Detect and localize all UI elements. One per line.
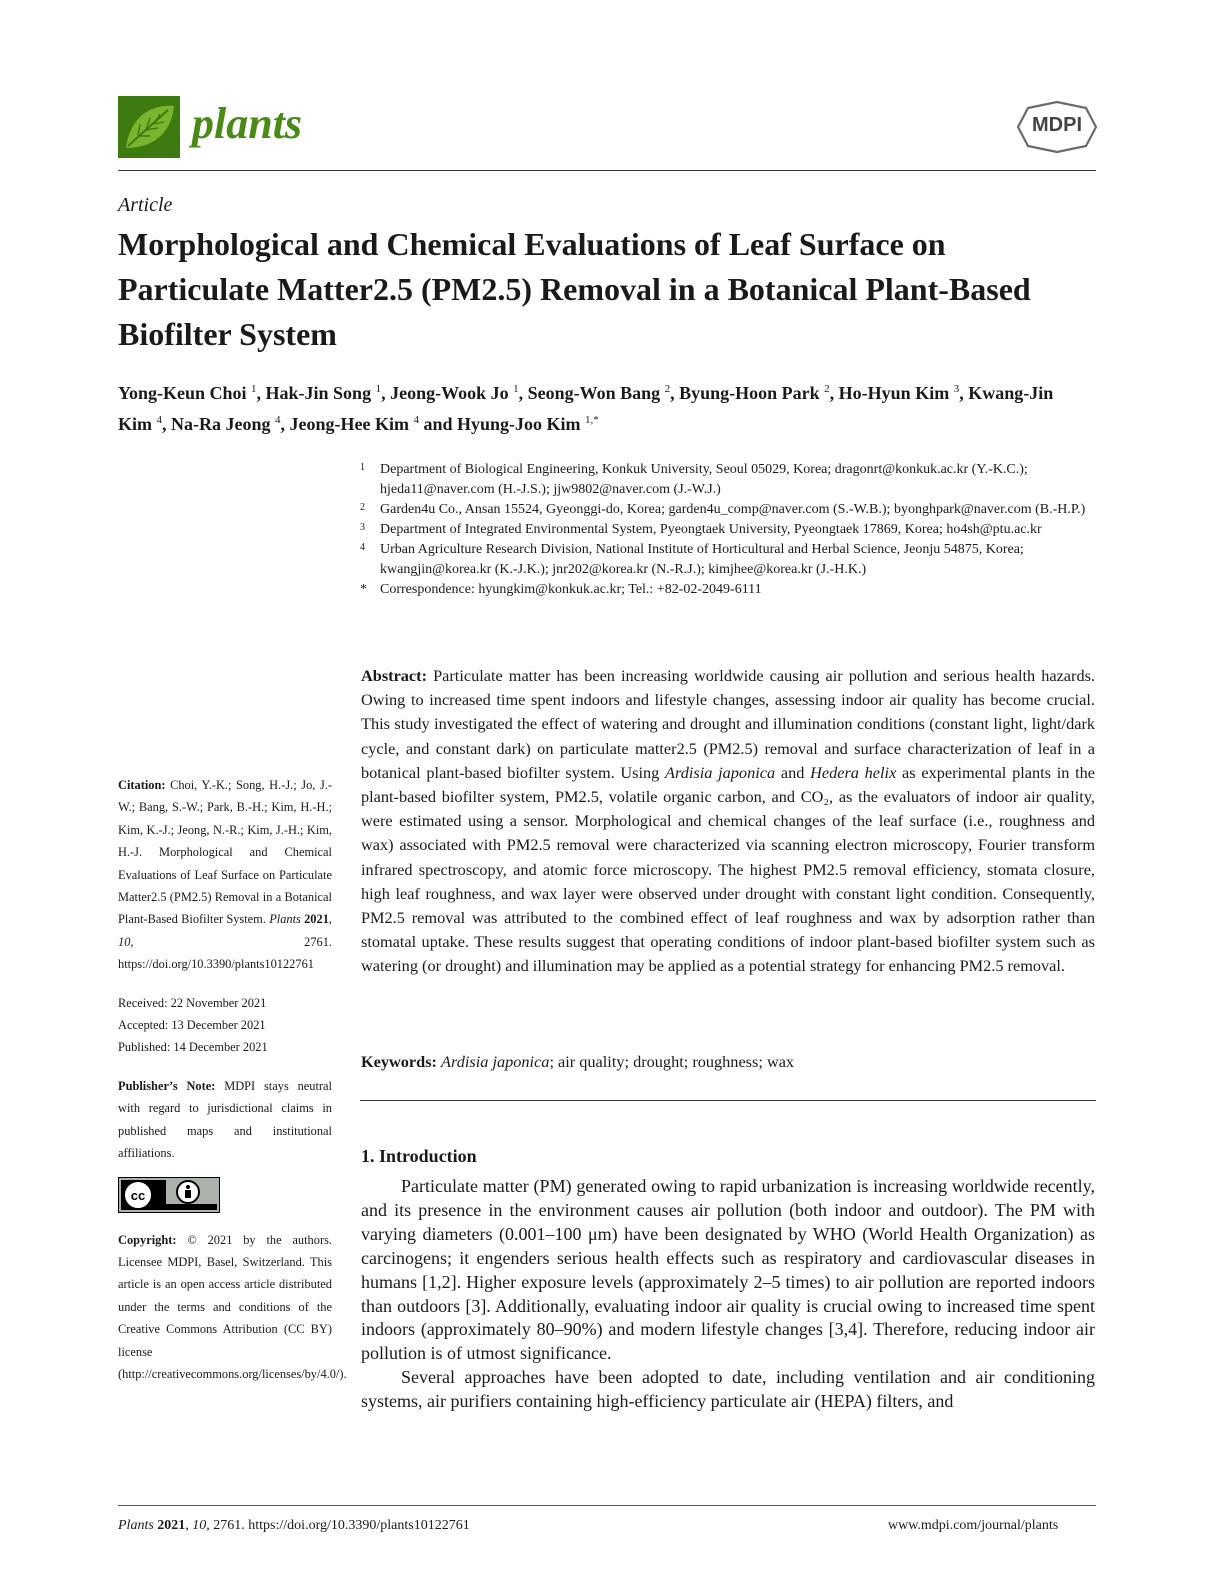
species-hedera: Hedera helix bbox=[810, 762, 897, 782]
author-affiliation-marker: 1 bbox=[513, 383, 519, 395]
publisher-note bbox=[118, 1075, 332, 1165]
copyright-text: © 2021 by the authors. Licensee MDPI, Basel, Switzerland. This article is an open access article distributed under the terms and conditions of the Creative Commons Attribution (CC BY) license (http://creativecommons.org/licenses/by/4.0/). bbox=[118, 1232, 347, 1381]
author-separator: , bbox=[829, 383, 839, 403]
introduction-body bbox=[361, 1175, 1095, 1414]
cc-by-icon bbox=[118, 1177, 220, 1213]
author-affiliation-marker: 2 bbox=[664, 383, 671, 395]
section-rule bbox=[360, 1100, 1096, 1101]
svg-text:cc: cc bbox=[130, 1187, 146, 1203]
affiliation-item bbox=[360, 580, 1100, 600]
affiliation-marker: * bbox=[360, 582, 367, 597]
keyword-first: Ardisia japonica bbox=[441, 1052, 550, 1071]
author-name: Hak-Jin Song bbox=[265, 383, 372, 403]
author-name: Jeong-Wook Jo bbox=[390, 383, 509, 403]
received-date: Received: 22 November 2021 bbox=[118, 995, 267, 1010]
intro-paragraph-1: Particulate matter (PM) generated owing to rapid urbanization is increasing worldwide recently, and its presence in the environment causes air pollution (both indoor and outdoor). The PM with varying diameters (0.001–100 μm) have been designated by WHO (World Health Organization) as carcinogens; it engenders serious health effects such as respiratory and cardiovascular diseases in humans [1,2]. Higher exposure levels (approximately 2–5 times) to air pollution are reported indoors than outdoors [3]. Additionally, evaluating indoor air quality is crucial owing to increased time spent indoors (approximately 80–90%) and modern lifestyle changes [3,4]. Therefore, reducing indoor air pollution is of utmost significance. bbox=[361, 1176, 1095, 1364]
author-separator: , bbox=[518, 383, 528, 403]
sidebar bbox=[118, 774, 347, 1385]
copyright-label: Copyright: bbox=[118, 1232, 177, 1247]
author-name: Seong-Won Bang bbox=[527, 383, 661, 403]
mdpi-logo-text: MDPI bbox=[1032, 114, 1082, 136]
abstract bbox=[361, 664, 1095, 979]
publisher-note-text: MDPI stays neutral with regard to jurisdictional claims in published maps and institutional affiliations. bbox=[118, 1078, 332, 1161]
citation-block: Citation: Choi, Y.-K.; Song, H.-J.; Jo, J.-W.; Bang, S.-W.; Park, B.-H.; Kim, H.-H.; Kim, K.-J.; Jeong, N.-R.; Kim, J.-H.; Kim, H.-J. Morphological and Chemical Evaluations of Leaf Surface on Particulate Matter2.5 (PM2.5) Removal in a Botanical Plant-Based Biofilter System. Plants 2021, 10, 2761. https://doi.org/10.3390/plants10122761 bbox=[118, 778, 332, 972]
section-heading-introduction: 1. Introduction bbox=[361, 1146, 477, 1166]
accepted-date: Accepted: 13 December 2021 bbox=[118, 1018, 266, 1033]
author-affiliation-marker: 1 bbox=[375, 383, 382, 395]
affiliation-marker: 1 bbox=[360, 462, 365, 473]
footer-year: 2021 bbox=[157, 1518, 186, 1533]
author-separator: , bbox=[256, 383, 266, 403]
author-separator: , bbox=[162, 414, 171, 434]
journal-logo bbox=[118, 96, 180, 158]
author-affiliation-marker: 1,* bbox=[585, 414, 599, 426]
affiliation-marker: 2 bbox=[360, 502, 365, 513]
cc-by-label: BY bbox=[283, 1172, 293, 1180]
footer-volume: 10 bbox=[192, 1518, 207, 1533]
citation-volume: 10 bbox=[118, 934, 131, 949]
citation-doi-link[interactable]: https://doi.org/10.3390/plants10122761 bbox=[118, 957, 314, 972]
affiliations bbox=[360, 460, 1100, 600]
footer-rule bbox=[118, 1505, 1096, 1506]
author-name: Ho-Hyun Kim bbox=[838, 383, 950, 403]
keywords-rest: ; air quality; drought; roughness; wax bbox=[549, 1052, 795, 1071]
journal-name: plants bbox=[192, 99, 303, 148]
affiliation-text: Department of Biological Engineering, Konkuk University, Seoul 05029, Korea; dragonrt@konkuk.ac.kr (Y.-K.C.); hjeda11@naver.com (H.-J.S.); jjw9802@naver.com (J.-W.J.) bbox=[380, 462, 1028, 497]
abstract-text-1: Particulate matter has been increasing worldwide causing air pollution and serious health hazards. Owing to increased time spent indoors and lifestyle changes, assessing indoor air quality has become crucial. This study investigated the effect of watering and drought and illumination conditions (constant light, light/dark cycle, and constant dark) on particulate matter2.5 (PM2.5) removal and surface characterization of leaf in a botanical plant-based biofilter system. Using bbox=[361, 666, 1095, 782]
author-name: Jeong-Hee Kim bbox=[289, 414, 409, 434]
author-name: Yong-Keun Choi bbox=[118, 383, 247, 403]
affiliation-item bbox=[360, 460, 1100, 500]
author-name: Na-Ra Jeong bbox=[171, 414, 271, 434]
cc-by-badge[interactable] bbox=[118, 1172, 293, 1213]
abstract-label: Abstract: bbox=[361, 666, 428, 685]
publisher-note-label: Publisher’s Note: bbox=[118, 1078, 216, 1093]
intro-paragraph-2: Several approaches have been adopted to date, including ventilation and air conditioning systems, air purifiers containing high-efficiency particulate air (HEPA) filters, and bbox=[361, 1367, 1095, 1412]
article-type: Article bbox=[118, 194, 173, 216]
citation-text: Choi, Y.-K.; Song, H.-J.; Jo, J.-W.; Bang, S.-W.; Park, B.-H.; Kim, H.-H.; Kim, K.-J.; Jeong, N.-R.; Kim, J.-H.; Kim, H.-J. Morphological and Chemical Evaluations of Leaf Surface on Particulate Matter2.5 (PM2.5) Removal in a Botanical Plant-Based Biofilter System. bbox=[118, 778, 332, 927]
affiliation-marker: 3 bbox=[360, 522, 365, 533]
author-affiliation-marker: 4 bbox=[413, 414, 419, 426]
author-name: Byung-Hoon Park bbox=[679, 383, 820, 403]
author-separator: , bbox=[381, 383, 391, 403]
leaf-icon bbox=[118, 96, 180, 158]
author-separator: , bbox=[280, 414, 290, 434]
author-affiliation-marker: 4 bbox=[275, 414, 281, 426]
footer-citation: Plants 2021, 10, 2761. https://doi.org/10.3390/plants10122761 bbox=[118, 1518, 470, 1533]
citation-label: Citation: bbox=[118, 778, 166, 792]
citation-journal: Plants bbox=[269, 912, 301, 927]
author-separator: , bbox=[959, 383, 969, 403]
keywords bbox=[361, 1050, 1095, 1074]
header-rule bbox=[118, 170, 1096, 171]
author-affiliation-marker: 2 bbox=[824, 383, 830, 395]
article-title: Morphological and Chemical Evaluations of Leaf Surface on Particulate Matter2.5 (PM2.5) Removal in a Botanical Plant-Based Biofilter System bbox=[118, 226, 1031, 352]
author-name: Kwang-Jin Kim bbox=[118, 383, 1054, 434]
author-affiliation-marker: 1 bbox=[251, 383, 257, 395]
author-affiliation-marker: 3 bbox=[953, 383, 960, 395]
author-separator: and bbox=[418, 414, 458, 434]
keywords-label: Keywords: bbox=[361, 1052, 437, 1071]
author-list bbox=[118, 376, 1098, 438]
copyright-block bbox=[118, 1229, 347, 1386]
affiliation-text: Department of Integrated Environmental System, Pyeongtaek University, Pyeongtaek 17869, Korea; ho4sh@ptu.ac.kr bbox=[380, 522, 1042, 537]
author-separator: , bbox=[670, 383, 680, 403]
abstract-text-2: as experimental plants in the plant-based biofilter system, PM2.5, volatile organic carbon, and CO₂, as the evaluators of indoor air quality, were estimated using a sensor. Morphological and chemical changes of the leaf surface (i.e., roughness and wax) associated with PM2.5 removal were characterized via scanning electron microscopy, Fourier transform infrared spectroscopy, and atomic force microscopy. The highest PM2.5 removal efficiency, stomata closure, high leaf roughness, and wax layer were observed under drought with constant light condition. Consequently, PM2.5 removal was attributed to the combined effect of leaf roughness and wax by adsorption rather than stomatal uptake. These results suggest that operating conditions of indoor plant-based biofilter system such as watering (or drought) and illumination may be applied as a potential strategy for enhancing PM2.5 removal. bbox=[361, 762, 1095, 976]
published-date: Published: 14 December 2021 bbox=[118, 1040, 268, 1055]
footer-journal: Plants bbox=[118, 1518, 154, 1533]
dates-block bbox=[118, 992, 332, 1059]
affiliation-item bbox=[360, 520, 1100, 540]
species-ardisia: Ardisia japonica bbox=[665, 762, 776, 782]
citation-year: 2021 bbox=[304, 912, 329, 927]
abstract-and: and bbox=[775, 762, 811, 782]
mdpi-logo bbox=[1012, 100, 1102, 154]
affiliation-item bbox=[360, 500, 1100, 520]
author-affiliation-marker: 4 bbox=[156, 414, 162, 426]
footer-doi[interactable]: , 2761. https://doi.org/10.3390/plants10122761 bbox=[206, 1518, 470, 1533]
author-name: Hyung-Joo Kim bbox=[457, 414, 581, 434]
affiliation-text: Correspondence: hyungkim@konkuk.ac.kr; Tel.: +82-02-2049-6111 bbox=[380, 582, 762, 597]
affiliation-text: Garden4u Co., Ansan 15524, Gyeonggi-do, Korea; garden4u_comp@naver.com (S.-W.B.); byonghpark@naver.com (B.-H.P.) bbox=[380, 502, 1086, 517]
affiliation-text: Urban Agriculture Research Division, National Institute of Horticultural and Herbal Science, Jeonju 54875, Korea; kwangjin@korea.kr (K.-J.K.); jnr202@korea.kr (N.-R.J.); kimjhee@korea.kr (J.-H.K.) bbox=[380, 542, 1024, 577]
citation-pages: , 2761. bbox=[130, 934, 332, 949]
affiliation-item bbox=[360, 540, 1100, 580]
affiliation-marker: 4 bbox=[360, 542, 365, 553]
footer-journal-url[interactable]: www.mdpi.com/journal/plants bbox=[888, 1518, 1059, 1533]
